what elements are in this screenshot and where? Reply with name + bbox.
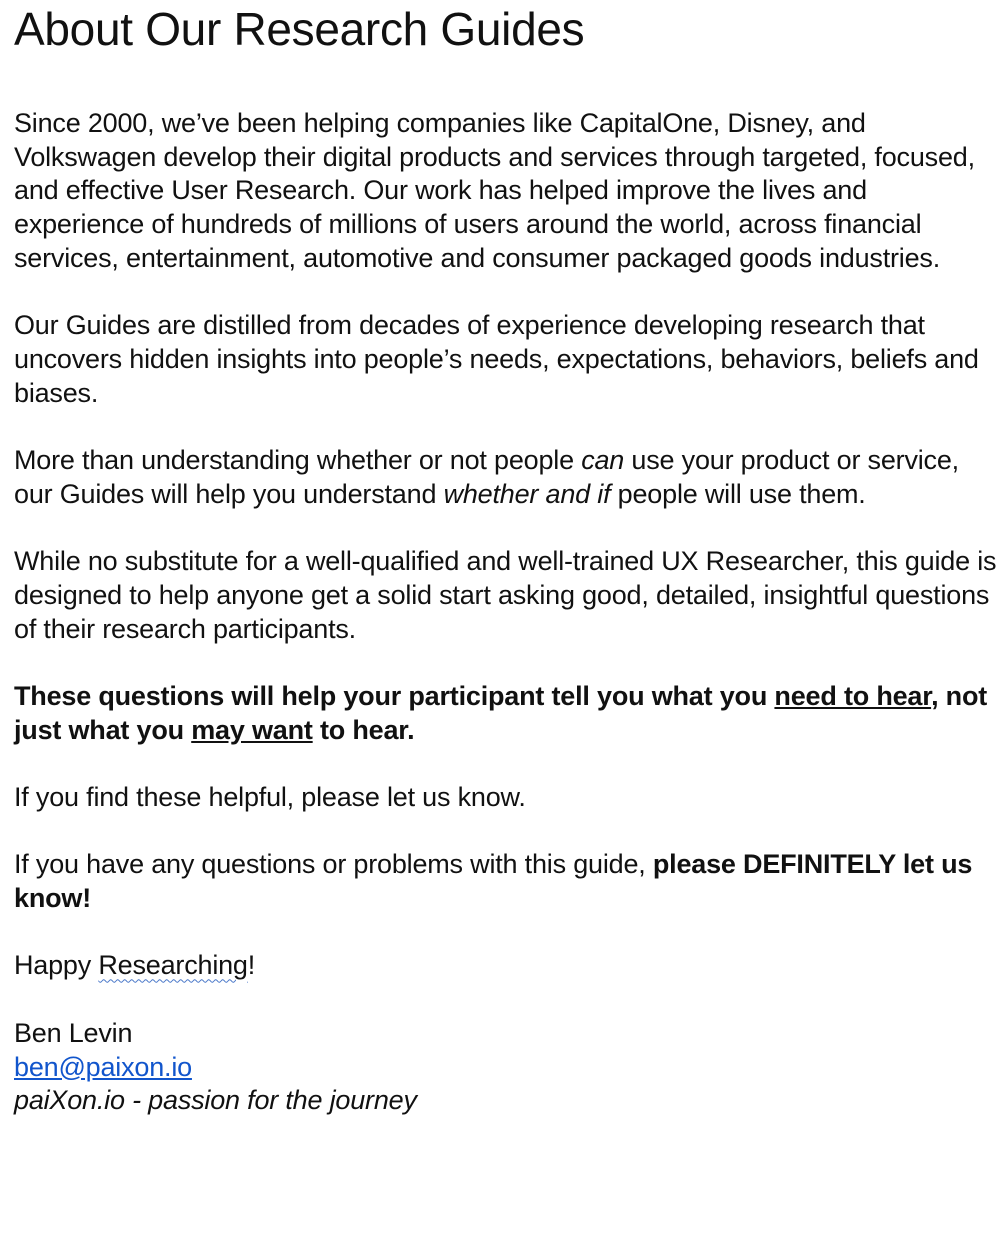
key-statement-need-to-hear: need to hear — [774, 680, 932, 711]
questions-emphasis: please DEFINITELY let us know! — [14, 849, 973, 914]
signature-tagline: paiXon.io - passion for the journey — [14, 1085, 417, 1116]
email-link[interactable]: ben@paixon.io — [14, 1051, 192, 1082]
questions-paragraph — [14, 848, 999, 915]
helpful-paragraph: If you find these helpful, please let us know. — [14, 781, 526, 812]
understanding-paragraph — [14, 444, 999, 511]
key-statement-text-2: , not just what you — [14, 680, 988, 745]
understanding-text-3: people will use them. — [610, 478, 866, 509]
questions-text: If you have any questions or problems with this guide, — [14, 849, 653, 880]
closing-paragraph — [14, 949, 999, 983]
understanding-text-1: More than understanding whether or not people — [14, 445, 582, 475]
closing-text-2: ! — [247, 950, 256, 981]
spacer — [14, 983, 1005, 1017]
spacer — [14, 747, 1005, 781]
key-statement-text-3: to hear. — [312, 714, 415, 745]
key-statement-paragraph — [14, 680, 999, 747]
key-statement-may-want: may want — [191, 714, 313, 745]
understanding-emphasis-whether: whether and if — [443, 478, 611, 509]
understanding-text-2: use your product or service, our Guides will help you understand — [14, 445, 959, 509]
signature-block — [14, 1017, 999, 1118]
spacer — [14, 646, 1005, 680]
intro-paragraph: Since 2000, we’ve been helping companies like CapitalOne, Disney, and Volkswagen develop their digital products and services through targeted, focused, and effective User Research. Our work has helped improve the lives and experience of hundreds of millions of users around the world, across financial services, entertainment, automotive and consumer packaged goods industries. — [14, 108, 975, 273]
closing-text-1: Happy — [14, 950, 99, 981]
spacer — [14, 56, 1005, 107]
spacer — [14, 410, 1005, 444]
spacer — [14, 276, 1005, 310]
understanding-emphasis-can: can — [581, 445, 625, 475]
page-title: About Our Research Guides — [14, 3, 585, 55]
spacer — [14, 815, 1005, 849]
spellcheck-word[interactable]: Researching — [98, 950, 248, 981]
key-statement-text-1: These questions will help your participant tell you what you — [14, 680, 775, 711]
spacer — [14, 916, 1005, 950]
guides-paragraph: Our Guides are distilled from decades of experience developing research that uncovers hidden insights into people’s needs, expectations, behaviors, beliefs and biases. — [14, 310, 979, 408]
signature-name: Ben Levin — [14, 1017, 133, 1048]
substitute-paragraph: While no substitute for a well-qualified and well-trained UX Researcher, this guide is designed to help anyone get a solid start asking good, detailed, insightful questions of their research participants. — [14, 546, 997, 644]
spacer — [14, 511, 1005, 545]
